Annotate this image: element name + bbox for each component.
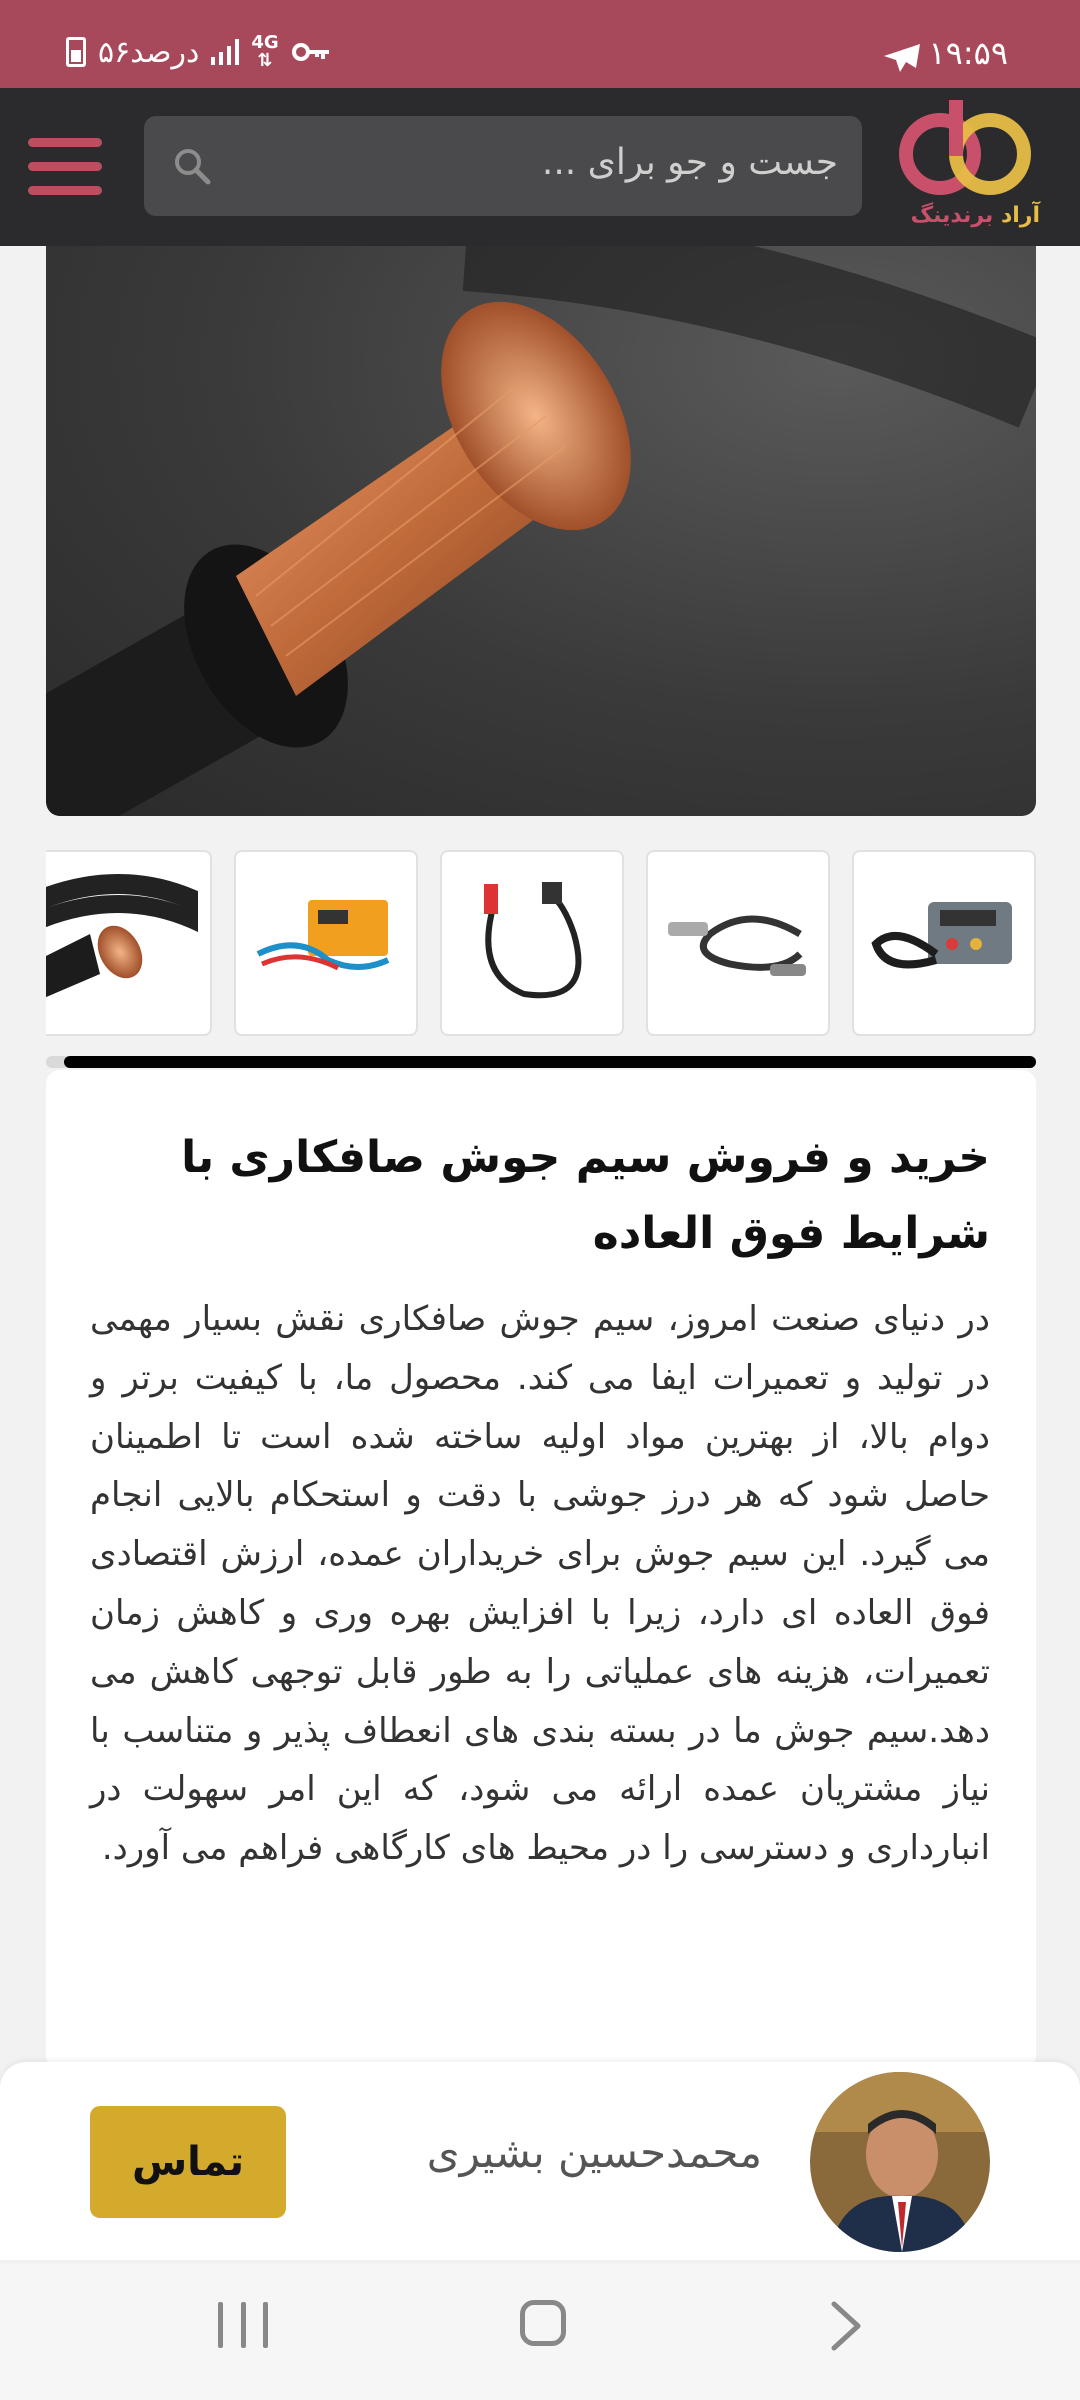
welding-kit-thumbnail <box>248 864 404 1022</box>
seller-photo <box>810 2072 990 2252</box>
battery-level: ۵۶درصد <box>98 34 200 70</box>
cable-connector-thumbnail <box>660 864 816 1022</box>
search-icon[interactable] <box>170 144 214 188</box>
thumbnail-item[interactable] <box>440 850 624 1036</box>
avatar[interactable] <box>810 2072 990 2252</box>
article-card <box>46 1070 1036 2070</box>
search-input[interactable] <box>144 116 862 216</box>
vpn-key-icon <box>291 41 331 63</box>
home-icon[interactable] <box>520 2300 566 2346</box>
thumbnail-strip <box>46 850 1036 1036</box>
welding-machine-thumbnail <box>866 864 1022 1022</box>
site-logo[interactable] <box>890 98 1040 234</box>
product-main-image[interactable] <box>46 246 1036 816</box>
copper-cable-thumbnail <box>46 864 198 1022</box>
contact-button[interactable]: تماس <box>90 2106 286 2218</box>
cable-illustration <box>46 246 1036 816</box>
article-body: در دنیای صنعت امروز، سیم جوش صافکاری نقش بسیار مهمی در تولید و تعمیرات ایفا می کند. محصول ما، با کیفیت برتر و دوام بالا، از بهترین مواد اولیه ساخته شده است تا اطمینان حاصل شود که هر درز جوشی با دقت و استحکام بالایی انجام می گیرد. این سیم جوش برای خریداران عمده، ارزش اقتصادی فوق العاده ای دارد، زیرا با افزایش بهره وری و کاهش زمان تعمیرات، هزینه های عملیاتی را به طور قابل توجهی کاهش می دهد.سیم جوش ما در بسته بندی های انعطاف پذیر و متناسب با نیاز مشتریان عمده ارائه می شود، که این امر سهولت در انبارداری و دسترسی را در محیط های کارگاهی فراهم می آورد. <box>90 1299 990 1869</box>
recent-apps-icon[interactable] <box>218 2302 268 2348</box>
site-header <box>0 88 1080 246</box>
back-icon[interactable] <box>826 2298 866 2354</box>
battery-icon <box>66 37 86 67</box>
status-time: ۱۹:۵۹ <box>928 34 1008 72</box>
article-title: خرید و فروش سیم جوش صافکاری با شرایط فوق العاده <box>181 1132 990 1259</box>
seller-name: محمدحسین بشیری <box>426 2128 762 2177</box>
logo-text: آراد برندینگ <box>910 203 1040 228</box>
thumbnail-item[interactable] <box>852 850 1036 1036</box>
search-placeholder: جست و جو برای ... <box>541 142 838 183</box>
thumbnail-scrollbar-thumb[interactable] <box>64 1056 1036 1068</box>
thumbnail-item[interactable] <box>234 850 418 1036</box>
status-indicators <box>66 34 331 70</box>
contact-bar <box>0 2062 1080 2260</box>
thumbnail-item[interactable] <box>646 850 830 1036</box>
menu-button[interactable] <box>28 138 102 196</box>
telegram-icon <box>882 42 922 74</box>
hamburger-icon <box>28 138 102 147</box>
network-type: 4G ⇅ <box>251 32 279 71</box>
signal-icon <box>211 39 239 65</box>
logo-mark <box>890 98 1040 198</box>
thumbnail-item[interactable] <box>46 850 212 1036</box>
status-bar <box>0 0 1080 88</box>
system-nav-bar <box>0 2264 1080 2400</box>
cable-clamp-thumbnail <box>454 864 610 1022</box>
